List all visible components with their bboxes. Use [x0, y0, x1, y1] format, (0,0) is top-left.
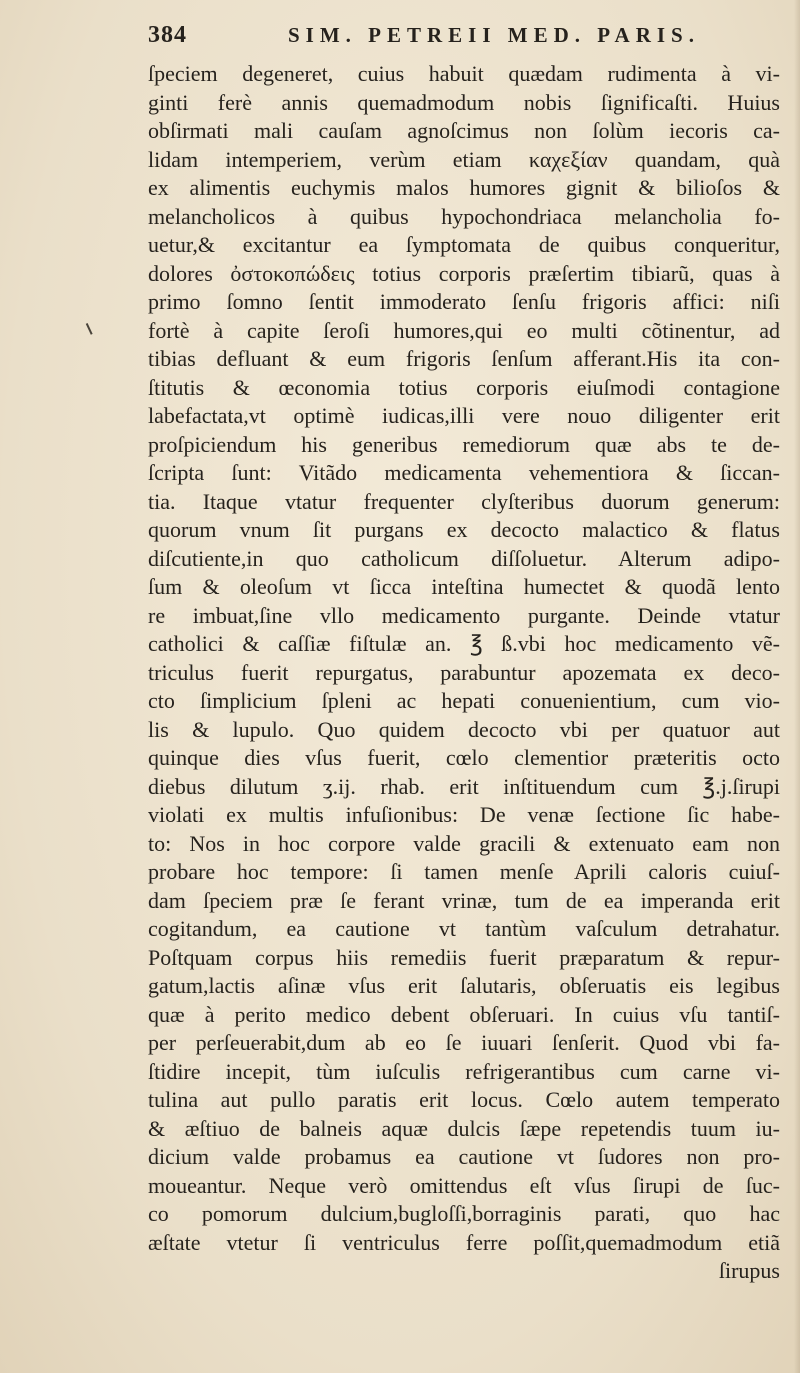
text-line: & æſtiuo de balneis aquæ dulcis ſæpe repetendis tuum iu-: [148, 1115, 780, 1141]
body-text: [148, 60, 780, 1286]
text-line: per perſeuerabit,dum ab eo ſe iuuari ſenſerit. Quod vbi fa-: [148, 1030, 780, 1055]
text-line: Poſtquam corpus hiis remediis fuerit præparatum & repur-: [148, 944, 780, 970]
text-line: co pomorum dulcium,bugloſſi,borraginis parati, quo hac: [148, 1201, 780, 1226]
margin-mark: [86, 321, 97, 334]
text-line: æſtate vtetur ſi ventriculus ferre poſſit,quemadmodum etiã: [148, 1229, 780, 1255]
text-line: dolores ὀστοκοπώδεις totius corporis præſertim tibiarũ, quas à: [148, 260, 780, 286]
text-line: ſtidire incepit, tùm iuſculis refrigerantibus cum carne vi-: [148, 1058, 780, 1084]
text-line: uetur,& excitantur ea ſymptomata de quibus conqueritur,: [148, 232, 780, 257]
catchword: ſirupus: [718, 1258, 780, 1283]
text-line: lidam intemperiem, verùm etiam καχεξίαν quandam, quà: [148, 146, 780, 172]
text-line: proſpiciendum his generibus remediorum quæ abs te de-: [148, 431, 780, 457]
text-line: ſum & oleoſum vt ſicca inteſtina humectet & quodã lento: [148, 574, 780, 599]
text-line: diebus dilutum ʒ.ij. rhab. erit inſtituendum cum ℥.j.ſirupi: [148, 773, 780, 799]
text-line: obſirmati mali cauſam agnoſcimus non ſolùm iecoris ca-: [148, 118, 780, 143]
text-line: cogitandum, ea cautione vt tantùm vaſculum detrahatur.: [148, 916, 780, 941]
text-line: moueantur. Neque verò omittendus eſt vſus ſirupi de ſuc-: [148, 1172, 780, 1198]
text-line: triculus fuerit repurgatus, parabuntur apozemata ex deco-: [148, 659, 780, 685]
text-line: quinque dies vſus fuerit, cœlo clementior præteritis octo: [148, 745, 780, 770]
text-line: ſcripta ſunt: Vitãdo medicamenta vehementiora & ſiccan-: [148, 460, 780, 485]
text-line: cto ſimplicium ſpleni ac hepati conuenientium, cum vio-: [148, 688, 780, 713]
page-header: [148, 22, 788, 62]
text-line: lis & lupulo. Quo quidem decocto vbi per quatuor aut: [148, 716, 780, 742]
text-line: dam ſpeciem præ ſe ferant vrinæ, tum de ea imperanda erit: [148, 887, 780, 913]
text-line: tulina aut pullo paratis erit locus. Cœlo autem temperato: [148, 1087, 780, 1112]
text-line: ginti ferè annis quemadmodum nobis ſignificaſti. Huius: [148, 89, 780, 115]
text-line: fortè à capite ſeroſi humores,qui eo multi cõtinentur, ad: [148, 317, 780, 343]
text-line: catholici & caſſiæ fiſtulæ an. ℥ ß.vbi hoc medicamento vẽ-: [148, 631, 780, 656]
text-line: quorum vnum ſit purgans ex decocto malactico & flatus: [148, 517, 780, 542]
text-line: re imbuat,ſine vllo medicamento purgante. Deinde vtatur: [148, 602, 780, 628]
text-line: diſcutiente,in quo catholicum diſſoluetur. Alterum adipo-: [148, 545, 780, 571]
text-line: ſtitutis & œconomia totius corporis eiuſmodi contagione: [148, 374, 780, 400]
running-head: SIM. PETREII MED. PARIS.: [288, 23, 700, 47]
page-number: 384: [148, 22, 187, 48]
text-line: tibias defluant & eum frigoris ſenſum afferant.His ita con-: [148, 346, 780, 371]
text-line: dicium valde probamus ea cautione vt ſudores non pro-: [148, 1144, 780, 1169]
text-line: tia. Itaque vtatur frequenter clyſteribus duorum generum:: [148, 488, 780, 514]
text-line: melancholicos à quibus hypochondriaca melancholia fo-: [148, 203, 780, 229]
text-line: violati ex multis infuſionibus: De venæ ſectione ſic habe-: [148, 802, 780, 827]
text-line: quæ à perito medico debent obſeruari. In cuius vſu tantiſ-: [148, 1001, 780, 1027]
text-line: primo ſomno ſentit immoderato ſenſu frigoris affici: niſi: [148, 289, 780, 314]
text-line: gatum,lactis aſinæ vſus erit ſalutaris, obſeruatis eis legibus: [148, 973, 780, 998]
text-line: ſpeciem degeneret, cuius habuit quædam rudimenta à vi-: [148, 61, 780, 86]
text-line: labefactata,vt optimè iudicas,illi vere nouo diligenter erit: [148, 403, 780, 428]
text-line: to: Nos in hoc corpore valde gracili & extenuato eam non: [148, 830, 780, 856]
page-edge-shadow: [794, 0, 800, 1373]
text-line: ex alimentis euchymis malos humores gignit & bilioſos &: [148, 175, 780, 200]
text-line: probare hoc tempore: ſi tamen menſe Aprili caloris cuiuſ-: [148, 859, 780, 884]
